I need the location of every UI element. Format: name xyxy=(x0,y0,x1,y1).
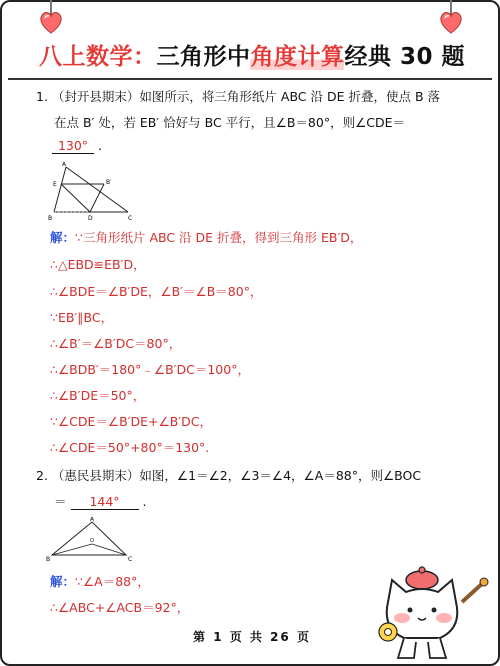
solution-1-line: 解：∵三角形纸片 ABC 沿 DE 折叠，得到三角形 EB′D， xyxy=(50,230,363,245)
vertex-label: O xyxy=(90,538,94,544)
cat-mascot-icon xyxy=(374,562,494,662)
vertex-label: D xyxy=(88,215,93,222)
solution-1-line: ∴△EBD≌EB′D， xyxy=(50,257,146,272)
title-divider xyxy=(8,78,492,80)
solution-1-line: ∴∠B′＝∠B′DC＝80°， xyxy=(50,336,182,351)
page-title: 八上数学：三角形中角度计算经典 30 题 xyxy=(38,44,466,70)
page-footer: 第 1 页 共 26 页 xyxy=(193,630,311,644)
answer-blank: 130° xyxy=(52,138,94,154)
solution-1-line: ∵∠CDE＝∠B′DE+∠B′DC， xyxy=(50,414,212,429)
solution-2-line: 解：∵∠A＝88°， xyxy=(50,574,150,589)
solution-1-line: ∴∠B′DE＝50°， xyxy=(50,388,146,403)
question-2-answer-line: ＝ 144° . xyxy=(54,494,147,509)
question-1-answer-line: 130° . xyxy=(52,138,102,154)
answer-blank: 144° xyxy=(71,494,139,510)
solution-1-line: ∴∠CDE＝50°+80°＝130°. xyxy=(50,440,210,455)
vertex-label: A xyxy=(90,517,95,523)
vertex-label: C xyxy=(128,215,133,222)
solution-1-line: ∴∠BDE＝∠B′DE，∠B′＝∠B＝80°， xyxy=(50,284,263,299)
question-1-line2: 在点 B′ 处，若 EB′ 恰好与 BC 平行，且∠B＝80°，则∠CDE＝ xyxy=(54,115,406,130)
vertex-label: C xyxy=(128,556,133,563)
vertex-label: B xyxy=(48,215,53,222)
question-1: 1. （封开县期末）如图所示，将三角形纸片 ABC 沿 DE 折叠，使点 B 落 xyxy=(36,89,440,104)
solution-1-line: ∵EB′∥BC， xyxy=(50,310,114,325)
vertex-label: B′ xyxy=(106,179,112,186)
heart-icon xyxy=(437,8,465,36)
solution-1-line: ∴∠BDB′＝180°﹣∠B′DC＝100°， xyxy=(50,362,250,377)
triangle-bisector-figure xyxy=(46,517,136,565)
vertex-label: B xyxy=(46,556,51,563)
question-2: 2. （惠民县期末）如图，∠1＝∠2，∠3＝∠4，∠A＝88°，则∠BOC xyxy=(36,468,422,483)
vertex-label: E xyxy=(53,181,57,188)
heart-icon xyxy=(37,8,65,36)
vertex-label: A xyxy=(62,162,67,168)
folded-triangle-figure xyxy=(48,162,138,224)
solution-2-line: ∴∠ABC+∠ACB＝92°， xyxy=(50,600,190,615)
